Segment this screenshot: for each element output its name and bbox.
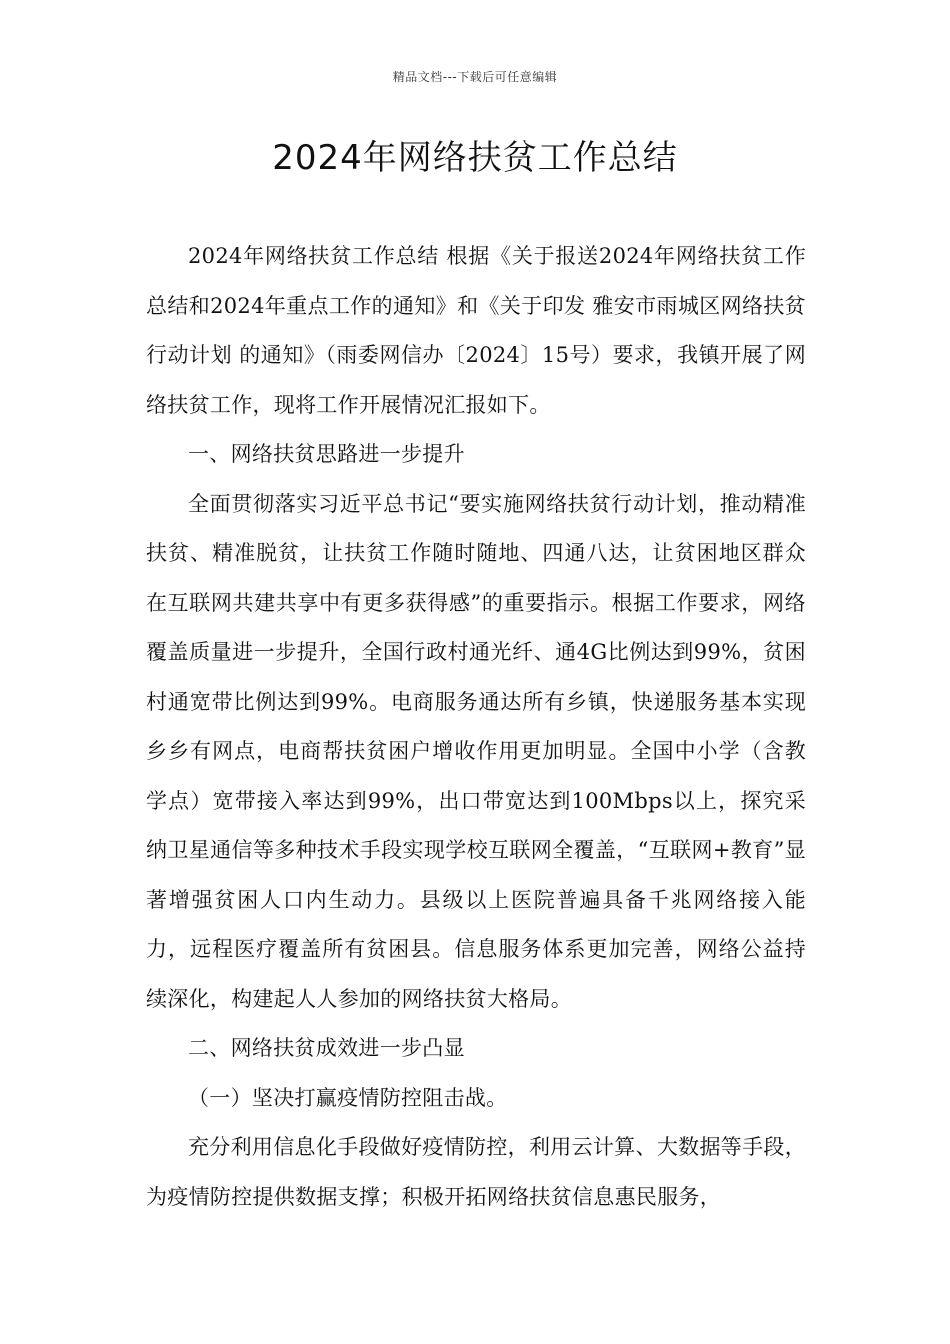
document-body [146,232,806,1222]
paragraph-subsection-1: 充分利用信息化手段做好疫情防控，利用云计算、大数据等手段，为疫情防控提供数据支撑；积极开拓网络扶贫信息惠民服务， [146,1135,806,1209]
paragraph-section-1: 全面贯彻落实习近平总书记“要实施网络扶贫行动计划，推动精准扶贫、精准脱贫，让扶贫工作随时随地、四通八达，让贫困地区群众在互联网共建共享中有更多获得感”的重要指示。根据工作要求，网络覆盖质量进一步提升，全国行政村通光纤、通4G比例达到99%，贫困村通宽带比例达到99%。电商服务通达所有乡镇，快递服务基本实现乡乡有网点，电商帮扶贫困户增收作用更加明显。全国中小学（含教学点）宽带接入率达到99%，出口带宽达到100Mbps以上，探究采纳卫星通信等多种技术手段实现学校互联网全覆盖，“互联网+教育”显著增强贫困人口内生动力。县级以上医院普遍具备千兆网络接入能力，远程医疗覆盖所有贫困县。信息服务体系更加完善，网络公益持续深化，构建起人人参加的网络扶贫大格局。 [146,491,806,1011]
paragraph-intro: 2024年网络扶贫工作总结 根据《关于报送2024年网络扶贫工作总结和2024年重点工作的通知》和《关于印发 雅安市雨城区网络扶贫行动计划 的通知》（雨委网信办〔2024〕15号）要求，我镇开展了网络扶贫工作，现将工作开展情况汇报如下。 [146,244,806,417]
subsection-heading-1: （一）坚决打赢疫情防控阻击战。 [188,1085,508,1110]
section-heading-1: 一、网络扶贫思路进一步提升 [188,442,465,466]
section-heading-2: 二、网络扶贫成效进一步凸显 [188,1036,465,1060]
page-title: 2024年网络扶贫工作总结 [272,138,678,178]
header-note: 精品文档---下载后可任意编辑 [392,70,558,84]
